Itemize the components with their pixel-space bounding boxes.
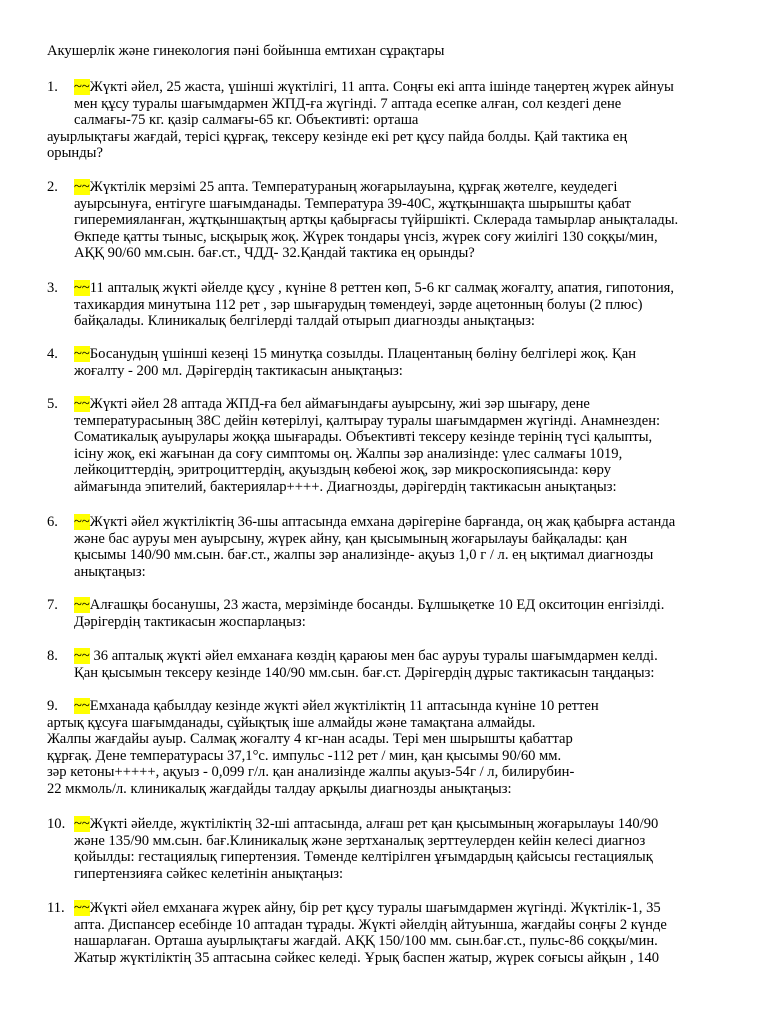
question-line: Дәрігердің тактикасын жоспарлаңыз: xyxy=(74,613,306,630)
question-line: салмағы-75 кг. қазір салмағы-65 кг. Объективті: орташа xyxy=(74,112,419,129)
question-line: мен құсу туралы шағымдармен ЖПД-ға жүгінді. 7 аптада есепке алған, сол кездегі дене xyxy=(74,95,622,112)
question-line: Жатыр жүктіліктің 35 аптасына сәйкес келеді. Ұрық баспен жатыр, жүрек соғысы айқын , 140 xyxy=(74,949,660,966)
highlight-marker: ~~ xyxy=(74,900,90,916)
question-line: жоғалту - 200 мл. Дәрігердің тактикасын анықтаңыз: xyxy=(74,362,403,379)
question-3 xyxy=(47,280,727,330)
question-2 xyxy=(47,179,727,262)
question-10 xyxy=(47,816,727,882)
question-line: орынды? xyxy=(47,145,103,162)
document-title: Акушерлік және гинекология пәні бойынша емтихан сұрақтары xyxy=(47,43,445,59)
question-line: ~~ 36 апталық жүкті әйел емханаға көздің қараюы мен бас ауруы туралы шағымдармен келді. xyxy=(74,648,658,664)
question-number: 11. xyxy=(47,900,65,916)
question-number: 2. xyxy=(47,179,58,195)
question-number: 7. xyxy=(47,597,58,613)
question-line: аймағында эпителий, бактериялар++++. Диагнозды, дәрігердің тактикасын анықтаңыз: xyxy=(74,478,617,495)
highlight-marker: ~~ xyxy=(74,698,90,714)
question-7 xyxy=(47,597,727,630)
question-line: және 135/90 мм.сын. бағ.Клиникалық және зертханалық зерттеулерден кейін келесі диагноз xyxy=(74,832,646,849)
question-line: ~~Емханада қабылдау кезінде жүкті әйел жүктіліктің 11 аптасында күніне 10 реттен xyxy=(74,698,599,714)
question-line: ауырсынуға, ентігуге шағымданады. Температура 39-40С, жұтқыншақта шырышты қабат xyxy=(74,195,632,212)
question-line: ~~Алғашқы босанушы, 23 жаста, мерзімінде босанды. Бұлшықетке 10 ЕД окситоцин енгізілді. xyxy=(74,597,665,613)
highlight-marker: ~~ xyxy=(74,597,90,613)
question-line: байқалады. Клиникалық белгілерді талдай отырып диагнозды анықтаңыз: xyxy=(74,313,535,330)
question-line: Жалпы жағдайы ауыр. Салмақ жоғалту 4 кг-нан асады. Тері мен шырышты қабаттар xyxy=(47,731,573,748)
question-line: ~~Жүкті әйел 28 аптада ЖПД-ға бел аймағындағы ауырсыну, жиі зәр шығару, дене xyxy=(74,396,590,412)
question-6 xyxy=(47,514,727,580)
question-line: қойылды: гестациялық гипертензия. Төменде келтірілген ұғымдардың қайсысы гестациялық xyxy=(74,849,653,866)
question-line: нашарлаған. Орташа ауырлықтағы жағдай. АҚҚ 150/100 мм. сын.бағ.ст., пульс-86 соққы/мин. xyxy=(74,933,658,950)
question-line: апта. Диспансер есебінде 10 аптадан тұрады. Жүкті әйелдің айтуынша, жағдайы соңғы 2 күнде xyxy=(74,916,667,933)
question-number: 9. xyxy=(47,698,58,714)
highlight-marker: ~~ xyxy=(74,396,90,412)
question-line: температурасының 38С дейін көтерілуі, қалтырау туралы шағымдармен жүгінді. Анамнезден: xyxy=(74,412,661,429)
question-line: ісіну жоқ, екі жағынан да соғу симптомы оң. Жалпы зәр анализінде: үлес салмағы 1019, xyxy=(74,445,623,462)
question-line: ~~Босанудың үшінші кезеңі 15 минутқа созылды. Плацентаның бөліну белгілері жоқ. Қан xyxy=(74,346,637,362)
question-number: 6. xyxy=(47,514,58,530)
question-line: және бас ауруы мен ауырсыну, жүрек айну, қан қысымының жоғарылауы байқалады: қан xyxy=(74,530,628,547)
question-number: 10. xyxy=(47,816,66,832)
highlight-marker: ~~ xyxy=(74,816,90,832)
highlight-marker: ~~ xyxy=(74,648,90,664)
highlight-marker: ~~ xyxy=(74,346,90,362)
question-line: ~~Жүкті әйелде, жүктіліктің 32-ші аптасында, алғаш рет қан қысымының жоғарылауы 140/90 xyxy=(74,816,659,832)
highlight-marker: ~~ xyxy=(74,514,90,530)
question-line: 22 мкмоль/л. клиникалық жағдайды талдау арқылы диагнозды анықтаңыз: xyxy=(47,780,512,797)
question-8 xyxy=(47,648,727,681)
question-number: 8. xyxy=(47,648,58,664)
question-9 xyxy=(47,698,727,798)
question-line: ~~Жүкті әйел емханаға жүрек айну, бір рет құсу туралы шағымдармен жүгінді. Жүктілік-1, 35 xyxy=(74,900,661,916)
highlight-marker: ~~ xyxy=(74,179,90,195)
question-number: 5. xyxy=(47,396,58,412)
question-line: ~~Жүкті әйел жүктіліктің 36-шы аптасында емхана дәрігеріне барғанда, оң жақ қабырға астанда xyxy=(74,514,676,530)
question-4 xyxy=(47,346,727,379)
question-line: құрғақ. Дене температурасы 37,1°с. импульс -112 рет / мин, қан қысымы 90/60 мм. xyxy=(47,747,562,764)
question-line: Өкпеде қатты тыныс, ысқырық жоқ. Жүрек тондары үнсіз, жүрек соғу жиілігі 130 соққы/мин, xyxy=(74,228,658,245)
question-line: артық құсуға шағымданады, сұйықтық іше алмайды және тамақтана алмайды. xyxy=(47,714,536,731)
question-line: зәр кетоны+++++, ақуыз - 0,099 г/л. қан анализінде жалпы ақуыз-54г / л, билирубин- xyxy=(47,764,575,781)
question-line: ~~Жүкті әйел, 25 жаста, үшінші жүктілігі, 11 апта. Соңғы екі апта ішінде таңертең жүрек айнуы xyxy=(74,79,674,95)
question-number: 4. xyxy=(47,346,58,362)
question-line: АҚҚ 90/60 мм.сын. бағ.ст., ЧДД- 32.Қандай тактика ең орынды? xyxy=(74,245,475,262)
question-line: анықтаңыз: xyxy=(74,563,146,580)
question-line: тахикардия минутына 112 рет , зәр шығарудың төмендеуі, зәрде ацетонның болуы (2 плюс) xyxy=(74,296,643,313)
question-11 xyxy=(47,900,727,966)
question-number: 1. xyxy=(47,79,58,95)
question-line: ~~11 апталық жүкті әйелде құсу , күніне 8 реттен көп, 5-6 кг салмақ жоғалту, апатия, гипотония, xyxy=(74,280,675,296)
question-line: ~~Жүктілік мерзімі 25 апта. Температураның жоғарылауына, құрғақ жөтелге, кеудедегі xyxy=(74,179,618,195)
question-line: гипертензияға сәйкес келетінін анықтаңыз: xyxy=(74,865,344,882)
question-number: 3. xyxy=(47,280,58,296)
question-line: Қан қысымын тексеру кезінде 140/90 мм.сын. бағ.ст. Дәрігердің дұрыс тактикасын таңдаңыз: xyxy=(74,664,655,681)
question-1 xyxy=(47,79,727,162)
question-line: қысымы 140/90 мм.сын. бағ.ст., жалпы зәр анализінде- ақуыз 1,0 г / л. ең ықтимал диагнозды xyxy=(74,547,654,564)
question-5 xyxy=(47,396,727,496)
question-line: лейкоциттердің, эритроциттердің, ақуыздың көбеюі жоқ, зәр микроскопиясында: көру xyxy=(74,462,612,479)
question-line: Соматикалық ауырулары жоққа шығарады. Объективті тексеру кезінде терінің түсі қалыпты, xyxy=(74,429,653,446)
question-line: гиперемияланған, жұтқыншақтың артқы қабырғасы түйіршікті. Склерада тамырлар анықталады. xyxy=(74,212,679,229)
highlight-marker: ~~ xyxy=(74,79,90,95)
highlight-marker: ~~ xyxy=(74,280,90,296)
question-line: ауырлықтағы жағдай, терісі құрғақ, тексеру кезінде екі рет құсу пайда болды. Қай тактика ең xyxy=(47,128,628,145)
